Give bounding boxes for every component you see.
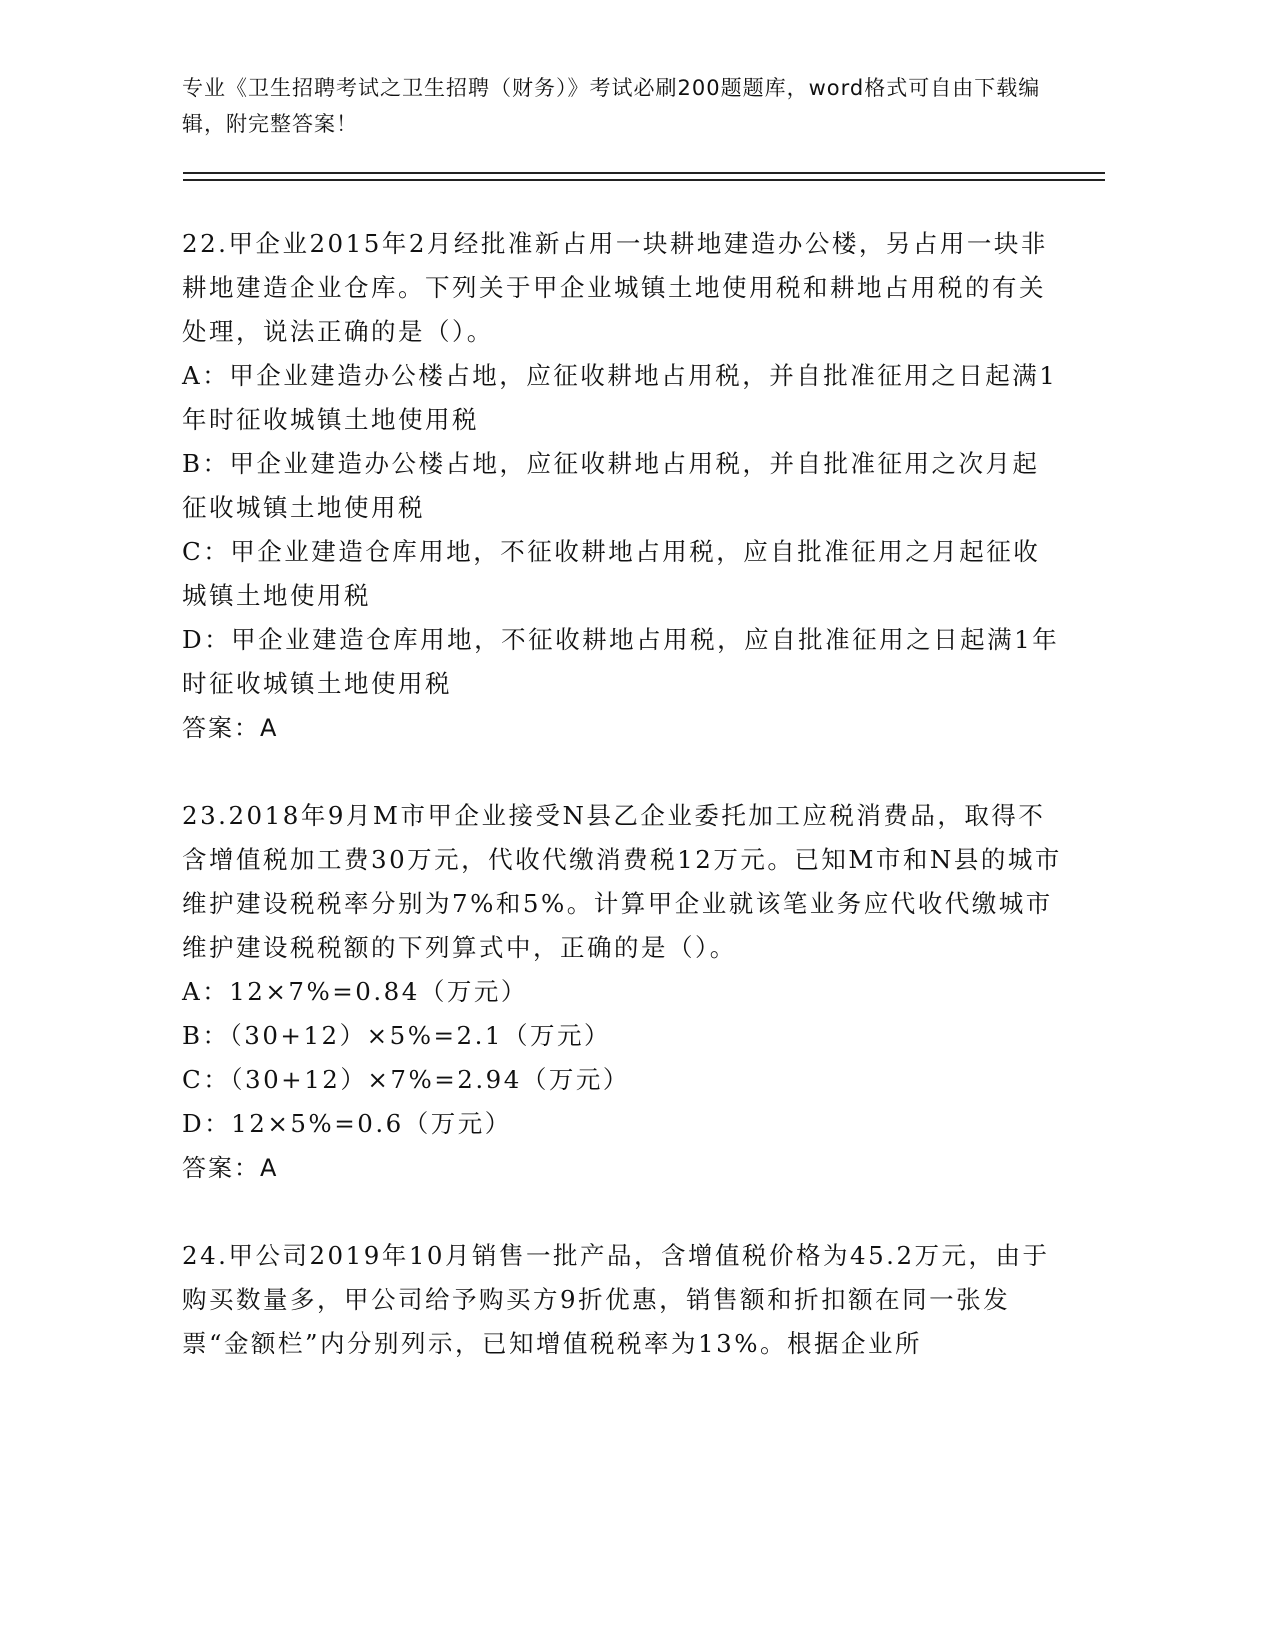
option-b: B：（30+12）×5%=2.1（万元） [182, 1021, 612, 1050]
question-24 [182, 1234, 1062, 1366]
option-a: A：12×7%=0.84（万元） [182, 977, 528, 1006]
document-header: 专业《卫生招聘考试之卫生招聘（财务）》考试必刷200题题库，word格式可自由下载编辑，附完整答案！ [182, 76, 1041, 136]
option-c: C：（30+12）×7%=2.94（万元） [182, 1065, 630, 1094]
question-stem: 23.2018年9月M市甲企业接受N县乙企业委托加工应税消费品，取得不含增值税加工费30万元，代收代缴消费税12万元。已知M市和N县的城市维护建设税税率分别为7%和5%。计算甲企业就该笔业务应代收代缴城市维护建设税税额的下列算式中，正确的是（）。 [182, 801, 1062, 962]
option-b: B：甲企业建造办公楼占地，应征收耕地占用税，并自批准征用之次月起征收城镇土地使用税 [182, 449, 1040, 522]
question-stem: 22.甲企业2015年2月经批准新占用一块耕地建造办公楼，另占用一块非耕地建造企业仓库。下列关于甲企业城镇土地使用税和耕地占用税的有关处理，说法正确的是（）。 [182, 229, 1048, 346]
header-divider-top [183, 172, 1105, 174]
header-divider-bottom [183, 179, 1105, 181]
option-c: C：甲企业建造仓库用地，不征收耕地占用税，应自批准征用之月起征收城镇土地使用税 [182, 537, 1041, 610]
question-list [182, 222, 1062, 1366]
question-stem: 24.甲公司2019年10月销售一批产品，含增值税价格为45.2万元，由于购买数量多，甲公司给予购买方9折优惠，销售额和折扣额在同一张发票“金额栏”内分别列示，已知增值税税率为13%。根据企业所 [182, 1241, 1050, 1358]
option-d: D：甲企业建造仓库用地，不征收耕地占用税，应自批准征用之日起满1年时征收城镇土地使用税 [182, 625, 1060, 698]
question-23 [182, 794, 1062, 1190]
answer-line: 答案：A [182, 1154, 279, 1182]
question-22 [182, 222, 1062, 750]
option-a: A：甲企业建造办公楼占地，应征收耕地占用税，并自批准征用之日起满1年时征收城镇土地使用税 [182, 361, 1058, 434]
answer-line: 答案：A [182, 714, 279, 742]
option-d: D：12×5%=0.6（万元） [182, 1109, 512, 1138]
